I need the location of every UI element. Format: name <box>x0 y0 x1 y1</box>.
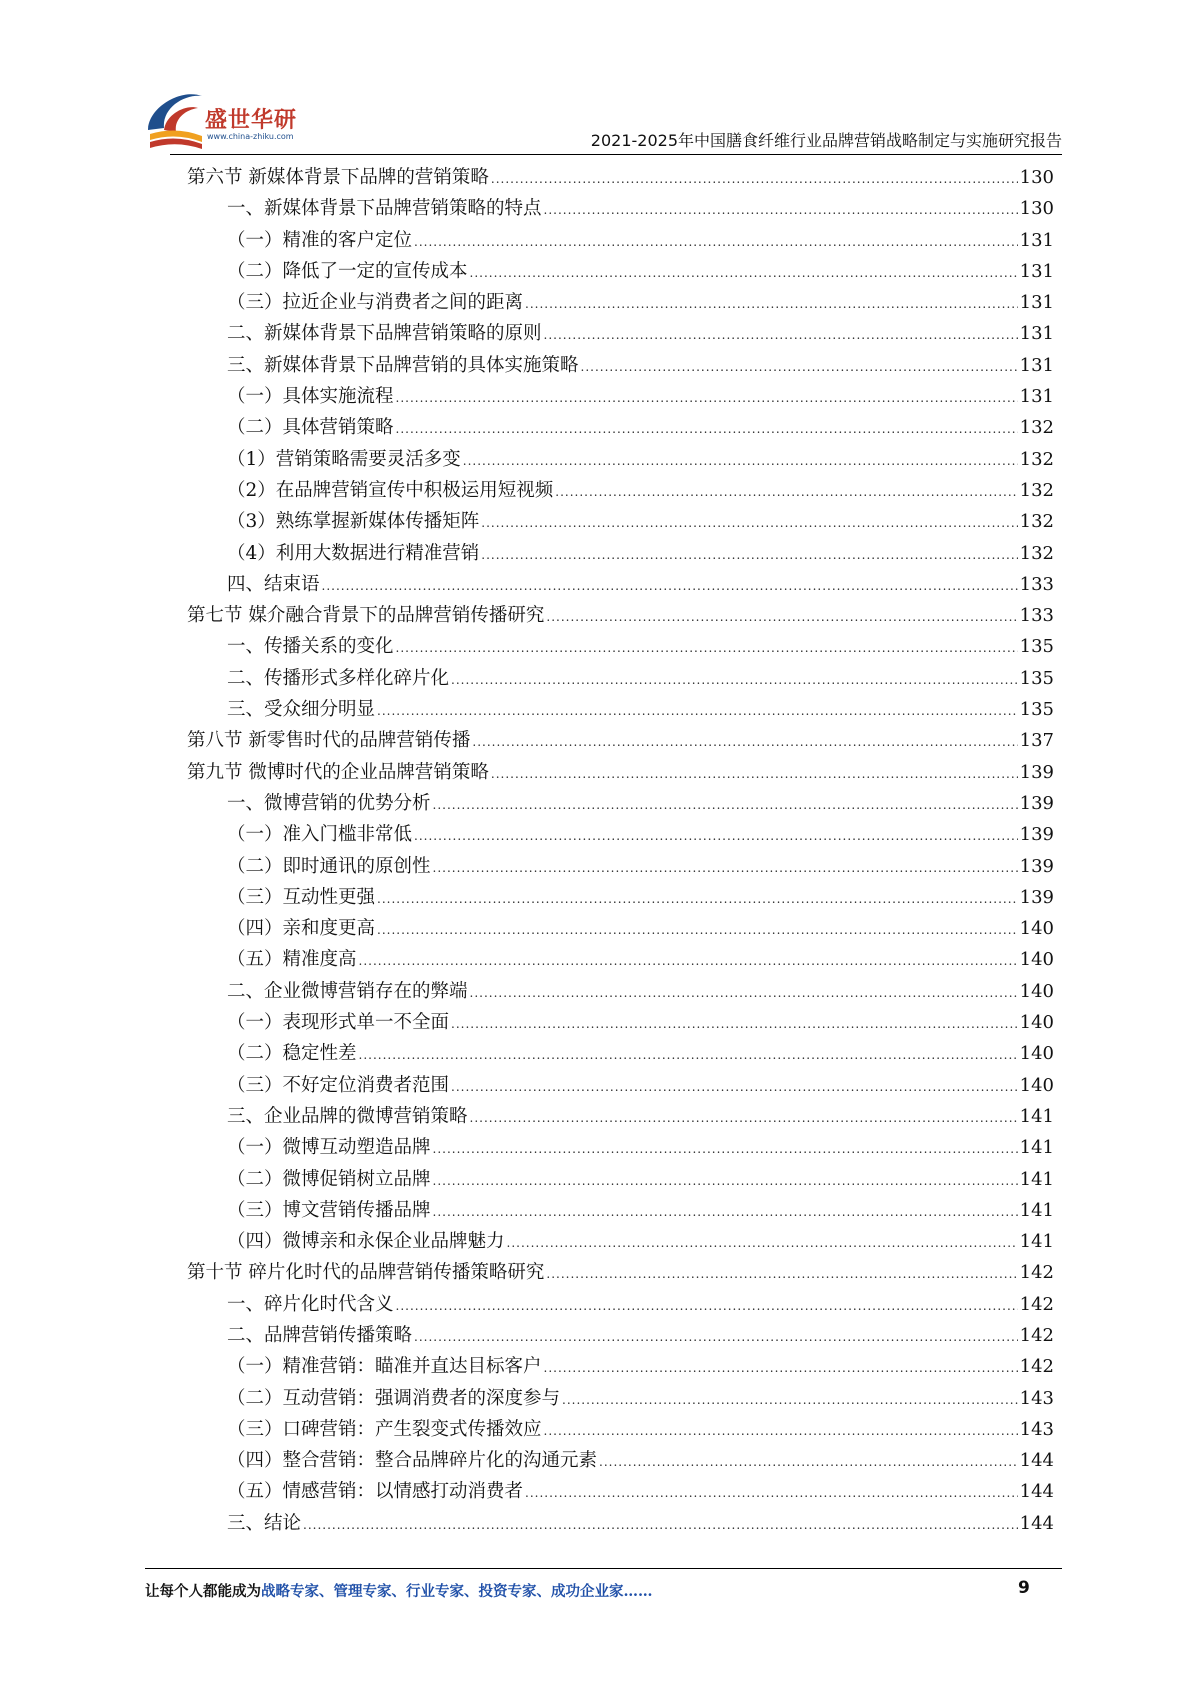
toc-entry[interactable] <box>187 538 1054 569</box>
toc-entry[interactable] <box>187 1476 1054 1507</box>
toc-dot-leader <box>470 258 1018 289</box>
toc-entry-label: 二、新媒体背景下品牌营销策略的原则 <box>227 323 542 345</box>
toc-entry-label: 一、碎片化时代含义 <box>227 1293 394 1315</box>
toc-entry-page: 140 <box>1019 1074 1054 1096</box>
footer-slogan <box>145 1580 653 1601</box>
toc-entry[interactable] <box>187 193 1054 224</box>
toc-entry-page: 132 <box>1019 542 1054 564</box>
toc-entry[interactable] <box>187 1007 1054 1038</box>
toc-entry[interactable] <box>187 1383 1054 1414</box>
toc-dot-leader <box>377 696 1018 727</box>
toc-entry-label: 一、传播关系的变化 <box>227 636 394 658</box>
page-number: 9 <box>1018 1578 1030 1598</box>
toc-entry-label: （3）熟练掌握新媒体传播矩阵 <box>227 511 480 533</box>
toc-entry-label: （五）精准度高 <box>227 949 357 971</box>
toc-entry-label: （三）不好定位消费者范围 <box>227 1074 450 1096</box>
toc-entry-label: （一）准入门槛非常低 <box>227 824 413 846</box>
toc-dot-leader <box>396 633 1018 664</box>
toc-entry-page: 144 <box>1019 1512 1054 1534</box>
toc-entry[interactable] <box>187 225 1054 256</box>
report-title: 2021-2025年中国膳食纤维行业品牌营销战略制定与实施研究报告 <box>590 131 1062 150</box>
toc-entry[interactable] <box>187 162 1054 193</box>
toc-entry[interactable] <box>187 851 1054 882</box>
toc-entry[interactable] <box>187 381 1054 412</box>
toc-entry-label: 三、新媒体背景下品牌营销的具体实施策略 <box>227 354 579 376</box>
toc-dot-leader <box>414 1322 1018 1353</box>
toc-entry-label: 第七节 媒介融合背景下的品牌营销传播研究 <box>187 605 545 627</box>
toc-dot-leader <box>414 227 1018 258</box>
logo-url: www.china-zhiku.com <box>207 132 294 141</box>
toc-entry-label: （二）具体营销策略 <box>227 417 394 439</box>
toc-entry-page: 140 <box>1019 980 1054 1002</box>
toc-entry-label: 第十节 碎片化时代的品牌营销传播策略研究 <box>187 1262 545 1284</box>
toc-dot-leader <box>470 1103 1018 1134</box>
toc-entry-page: 139 <box>1019 824 1054 846</box>
toc-entry-label: （三）拉近企业与消费者之间的距离 <box>227 292 524 314</box>
toc-entry[interactable] <box>187 694 1054 725</box>
toc-dot-leader <box>544 195 1018 226</box>
toc-entry-page: 142 <box>1019 1262 1054 1284</box>
toc-entry-page: 133 <box>1019 573 1054 595</box>
toc-entry-page: 141 <box>1019 1199 1054 1221</box>
toc-entry-label: （四）微博亲和永保企业品牌魅力 <box>227 1231 505 1253</box>
toc-dot-leader <box>433 1197 1018 1228</box>
toc-entry-page: 130 <box>1019 167 1054 188</box>
toc-entry-label: （二）微博促销树立品牌 <box>227 1168 431 1190</box>
toc-entry-label: 三、结论 <box>227 1512 302 1534</box>
toc-entry[interactable] <box>187 506 1054 537</box>
toc-dot-leader <box>433 1166 1018 1197</box>
toc-entry-page: 132 <box>1019 448 1054 470</box>
toc-entry-page: 141 <box>1019 1231 1054 1253</box>
toc-entry-page: 140 <box>1019 1043 1054 1065</box>
toc-dot-leader <box>359 946 1018 977</box>
toc-entry-page: 131 <box>1019 323 1054 345</box>
toc-entry[interactable] <box>187 475 1054 506</box>
toc-dot-leader <box>525 1478 1018 1509</box>
footer-slogan-prefix: 让每个人都能成为 <box>145 1583 261 1600</box>
toc-entry-page: 132 <box>1019 511 1054 533</box>
toc-entry[interactable] <box>187 631 1054 662</box>
toc-entry[interactable] <box>187 256 1054 287</box>
toc-entry-page: 143 <box>1019 1387 1054 1409</box>
toc-dot-leader <box>359 1040 1018 1071</box>
toc-dot-leader <box>544 320 1018 351</box>
toc-entry-page: 139 <box>1019 761 1054 783</box>
logo-text: 盛世华研 <box>205 108 298 133</box>
toc-dot-leader <box>451 1009 1018 1040</box>
toc-entry[interactable] <box>187 1038 1054 1069</box>
toc-entry-page: 144 <box>1019 1450 1054 1472</box>
toc-dot-leader <box>481 540 1017 571</box>
toc-entry[interactable] <box>187 1289 1054 1320</box>
toc-entry[interactable] <box>187 913 1054 944</box>
toc-entry-label: （二）降低了一定的宣传成本 <box>227 260 468 282</box>
toc-entry[interactable] <box>187 1226 1054 1257</box>
toc-entry-page: 132 <box>1019 479 1054 501</box>
toc-dot-leader <box>433 853 1018 884</box>
footer-slogan-highlight: 战略专家、管理专家、行业专家、投资专家、成功企业家…… <box>261 1583 653 1600</box>
toc-entry-page: 133 <box>1019 605 1054 627</box>
toc-entry-page: 131 <box>1019 229 1054 251</box>
toc-dot-leader <box>377 884 1018 915</box>
toc-entry-label: （一）表现形式单一不全面 <box>227 1012 450 1034</box>
toc-entry-label: （一）精准的客户定位 <box>227 229 413 251</box>
toc-entry-page: 140 <box>1019 918 1054 940</box>
toc-entry-label: 一、新媒体背景下品牌营销策略的特点 <box>227 198 542 220</box>
toc-dot-leader <box>581 352 1018 383</box>
toc-entry-page: 139 <box>1019 886 1054 908</box>
toc-entry-label: 第九节 微博时代的企业品牌营销策略 <box>187 761 489 783</box>
toc-entry-label: （四）亲和度更高 <box>227 918 376 940</box>
toc-entry-label: （四）整合营销：整合品牌碎片化的沟通元素 <box>227 1450 598 1472</box>
toc-entry-page: 140 <box>1019 949 1054 971</box>
toc-dot-leader <box>451 1072 1018 1103</box>
toc-entry-page: 130 <box>1019 198 1054 220</box>
toc-entry-label: （三）互动性更强 <box>227 886 376 908</box>
toc-dot-leader <box>507 1228 1018 1259</box>
toc-entry[interactable] <box>187 1320 1054 1351</box>
toc-entry[interactable] <box>187 1414 1054 1445</box>
toc-entry[interactable] <box>187 600 1054 631</box>
toc-entry-label: 四、结束语 <box>227 573 320 595</box>
toc-entry-label: （一）微博互动塑造品牌 <box>227 1137 431 1159</box>
toc-dot-leader <box>396 414 1018 445</box>
toc-entry[interactable] <box>187 788 1054 819</box>
toc-entry[interactable] <box>187 1351 1054 1382</box>
page-header <box>0 0 1191 160</box>
toc-entry[interactable] <box>187 350 1054 381</box>
toc-entry-label: 第八节 新零售时代的品牌营销传播 <box>187 730 471 752</box>
toc-entry[interactable] <box>187 1508 1054 1539</box>
toc-entry[interactable] <box>187 444 1054 475</box>
toc-dot-leader <box>544 1416 1018 1447</box>
toc-entry-label: 第六节 新媒体背景下品牌的营销策略 <box>187 167 489 188</box>
toc-entry-page: 135 <box>1019 667 1054 689</box>
toc-entry-page: 132 <box>1019 417 1054 439</box>
toc-entry[interactable] <box>187 1445 1054 1476</box>
toc-dot-leader <box>525 289 1018 320</box>
toc-entry[interactable] <box>187 663 1054 694</box>
toc-entry-page: 131 <box>1019 260 1054 282</box>
toc-entry-label: （五）情感营销：以情感打动消费者 <box>227 1481 524 1503</box>
toc-entry[interactable] <box>187 976 1054 1007</box>
toc-entry-label: （二）互动营销：强调消费者的深度参与 <box>227 1387 561 1409</box>
toc-dot-leader <box>562 1385 1018 1416</box>
toc-entry-label: （一）具体实施流程 <box>227 386 394 408</box>
toc-dot-leader <box>599 1447 1018 1478</box>
toc-entry[interactable] <box>187 1195 1054 1226</box>
toc-entry[interactable] <box>187 1070 1054 1101</box>
toc-entry-label: 二、传播形式多样化碎片化 <box>227 667 450 689</box>
toc-entry-label: （1）营销策略需要灵活多变 <box>227 448 461 470</box>
toc-entry-label: 三、企业品牌的微博营销策略 <box>227 1105 468 1127</box>
toc-dot-leader <box>555 477 1017 508</box>
toc-dot-leader <box>433 1134 1018 1165</box>
toc-entry-page: 131 <box>1019 386 1054 408</box>
toc-dot-leader <box>303 1510 1018 1541</box>
toc-entry-label: 三、受众细分明显 <box>227 699 376 721</box>
toc-entry-page: 131 <box>1019 354 1054 376</box>
toc-dot-leader <box>470 978 1018 1009</box>
toc-entry-page: 141 <box>1019 1137 1054 1159</box>
toc-dot-leader <box>491 164 1018 195</box>
toc-entry[interactable] <box>187 318 1054 349</box>
toc-entry-label: （二）稳定性差 <box>227 1043 357 1065</box>
toc-entry-label: （三）口碑营销：产生裂变式传播效应 <box>227 1418 542 1440</box>
toc-entry-label: （二）即时通讯的原创性 <box>227 855 431 877</box>
toc-entry-label: （4）利用大数据进行精准营销 <box>227 542 480 564</box>
toc-entry-page: 131 <box>1019 292 1054 314</box>
toc-entry-page: 140 <box>1019 1012 1054 1034</box>
toc-dot-leader <box>451 665 1018 696</box>
toc-entry-label: 二、企业微博营销存在的弊端 <box>227 980 468 1002</box>
toc-entry-page: 137 <box>1019 730 1054 752</box>
footer-divider <box>145 1568 1062 1569</box>
toc-entry-label: （三）博文营销传播品牌 <box>227 1199 431 1221</box>
toc-dot-leader <box>377 915 1018 946</box>
toc-entry-page: 141 <box>1019 1168 1054 1190</box>
toc-entry-page: 142 <box>1019 1324 1054 1346</box>
toc-entry-page: 144 <box>1019 1481 1054 1503</box>
toc-entry[interactable] <box>187 1132 1054 1163</box>
toc-entry-page: 143 <box>1019 1418 1054 1440</box>
toc-entry[interactable] <box>187 882 1054 913</box>
toc-dot-leader <box>396 383 1018 414</box>
toc-entry[interactable] <box>187 287 1054 318</box>
header-divider <box>170 154 1062 155</box>
toc-entry[interactable] <box>187 1101 1054 1132</box>
toc-entry-page: 135 <box>1019 636 1054 658</box>
toc-entry-page: 139 <box>1019 792 1054 814</box>
toc-entry[interactable] <box>187 819 1054 850</box>
toc-entry[interactable] <box>187 1164 1054 1195</box>
toc-entry-page: 141 <box>1019 1105 1054 1127</box>
toc-dot-leader <box>546 1259 1017 1290</box>
toc-entry[interactable] <box>187 1257 1054 1288</box>
toc-entry-label: 一、微博营销的优势分析 <box>227 792 431 814</box>
toc-entry[interactable] <box>187 412 1054 443</box>
table-of-contents <box>187 162 1054 1539</box>
toc-dot-leader <box>546 602 1017 633</box>
toc-entry-label: （一）精准营销：瞄准并直达目标客户 <box>227 1356 542 1378</box>
toc-dot-leader <box>481 508 1017 539</box>
toc-entry[interactable] <box>187 725 1054 756</box>
toc-entry[interactable] <box>187 944 1054 975</box>
toc-dot-leader <box>414 821 1018 852</box>
toc-entry-page: 135 <box>1019 699 1054 721</box>
toc-dot-leader <box>396 1291 1018 1322</box>
toc-dot-leader <box>544 1353 1018 1384</box>
toc-entry-label: （2）在品牌营销宣传中积极运用短视频 <box>227 479 554 501</box>
toc-entry[interactable] <box>187 757 1054 788</box>
toc-entry-page: 142 <box>1019 1293 1054 1315</box>
toc-dot-leader <box>472 727 1017 758</box>
toc-dot-leader <box>463 446 1018 477</box>
toc-dot-leader <box>433 790 1018 821</box>
toc-entry-label: 二、品牌营销传播策略 <box>227 1324 413 1346</box>
toc-entry-page: 139 <box>1019 855 1054 877</box>
toc-dot-leader <box>322 571 1018 602</box>
toc-entry[interactable] <box>187 569 1054 600</box>
toc-entry-page: 142 <box>1019 1356 1054 1378</box>
toc-dot-leader <box>491 759 1018 790</box>
